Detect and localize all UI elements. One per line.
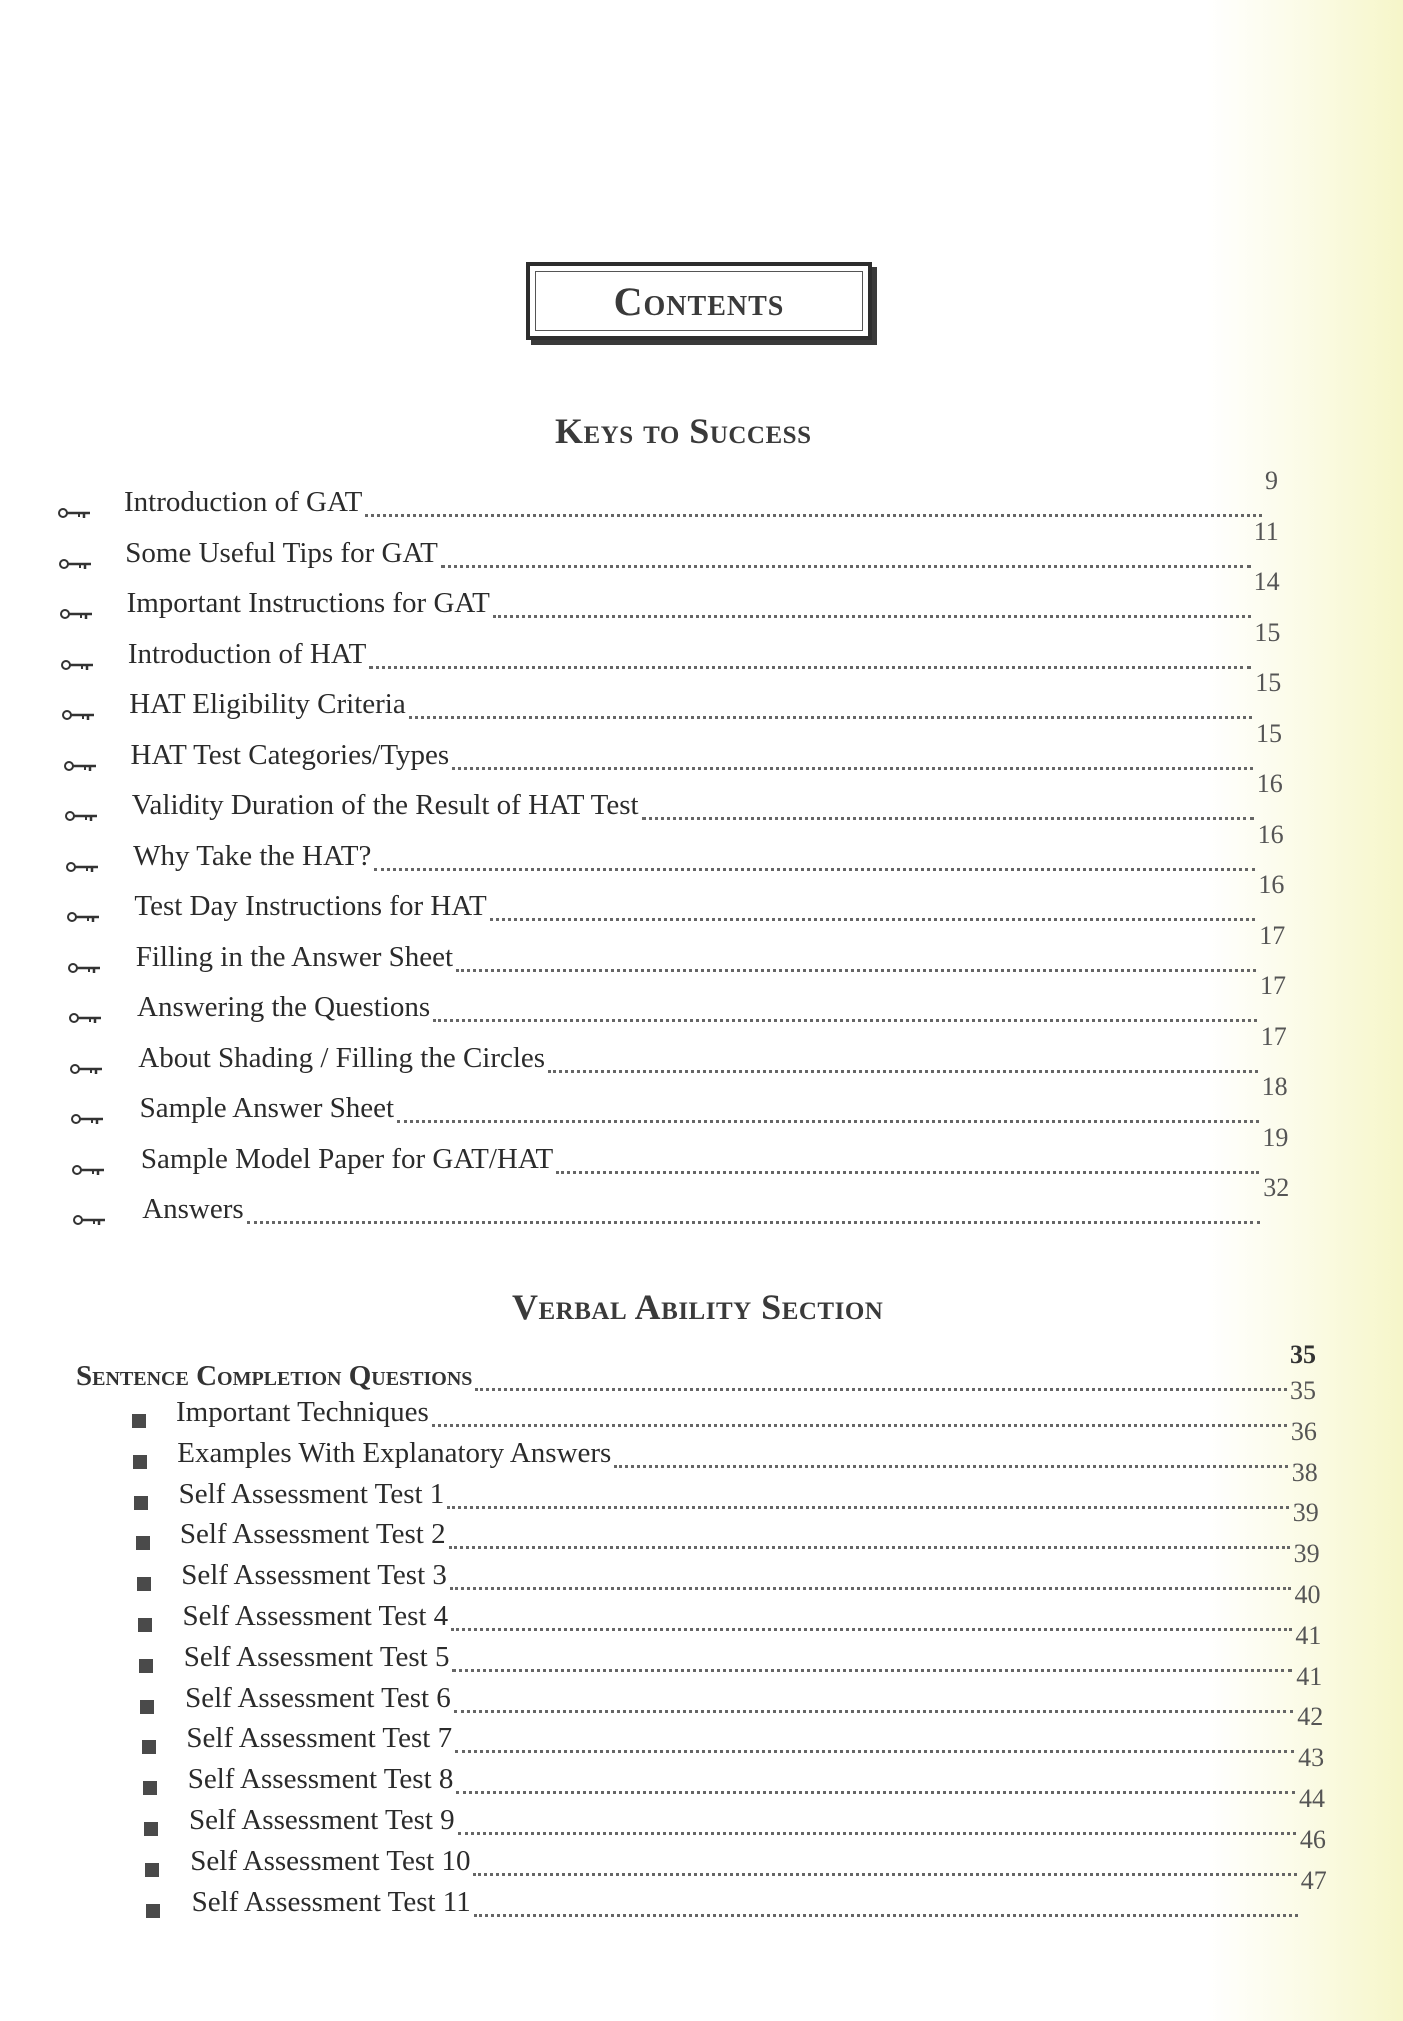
entry-page-number: 19 — [1262, 1122, 1289, 1152]
entry-page-number: 40 — [1294, 1580, 1321, 1609]
dot-leader — [432, 1423, 1287, 1427]
key-bullet-icon — [62, 708, 96, 722]
dot-leader — [456, 1790, 1295, 1794]
dot-leader — [365, 513, 1262, 517]
dot-leader — [614, 1464, 1288, 1468]
entry-label: Sample Answer Sheet — [139, 1092, 395, 1124]
entry-label: Self Assessment Test 9 — [189, 1804, 455, 1836]
dot-leader — [548, 1069, 1258, 1073]
key-bullet-icon — [59, 557, 93, 571]
key-bullet-icon — [58, 506, 92, 520]
square-bullet-icon — [136, 1536, 150, 1550]
entry-page-number: 35 — [1290, 1340, 1316, 1369]
square-bullet-icon — [146, 1904, 160, 1918]
entry-page-number: 41 — [1296, 1661, 1323, 1691]
dot-leader — [475, 1387, 1287, 1391]
entry-page-number: 43 — [1298, 1743, 1325, 1773]
entry-label: Self Assessment Test 4 — [182, 1600, 449, 1632]
dot-leader — [456, 968, 1256, 972]
key-bullet-icon — [69, 1011, 103, 1025]
dot-leader — [490, 917, 1256, 921]
dot-leader — [452, 1668, 1292, 1672]
entry-label: Sentence Completion Questions — [76, 1360, 473, 1392]
entry-label: About Shading / Filling the Circles — [138, 1041, 546, 1074]
toc-entry[interactable] — [177, 1416, 1317, 1477]
entry-label: Important Techniques — [176, 1396, 429, 1428]
entry-label: Examples With Explanatory Answers — [177, 1436, 612, 1469]
sentence-completion-entry[interactable] — [76, 1340, 1316, 1400]
entry-page-number: 32 — [1263, 1173, 1290, 1202]
entry-label: Self Assessment Test 10 — [190, 1844, 471, 1877]
dot-leader — [447, 1505, 1289, 1509]
toc-entry[interactable] — [176, 1376, 1316, 1436]
toc-entry[interactable] — [139, 1072, 1288, 1132]
entry-page-number: 16 — [1258, 870, 1285, 899]
entry-page-number: 11 — [1253, 516, 1279, 546]
key-bullet-icon — [71, 1112, 105, 1126]
toc-entry[interactable] — [124, 466, 1278, 526]
entry-label: Answering the Questions — [137, 991, 431, 1023]
dot-leader — [433, 1018, 1257, 1022]
square-bullet-icon — [143, 1781, 157, 1795]
keys-to-success-heading: Keys to Success — [555, 411, 812, 451]
entry-page-number: 39 — [1292, 1498, 1319, 1528]
toc-entry[interactable] — [133, 819, 1284, 880]
key-bullet-icon — [68, 961, 102, 975]
toc-entry[interactable] — [125, 516, 1279, 577]
dot-leader — [369, 665, 1251, 669]
toc-entry[interactable] — [185, 1661, 1323, 1722]
entry-page-number: 38 — [1291, 1457, 1318, 1487]
square-bullet-icon — [145, 1863, 159, 1877]
square-bullet-icon — [142, 1740, 156, 1754]
entry-page-number: 39 — [1293, 1539, 1320, 1569]
entry-page-number: 44 — [1299, 1784, 1325, 1813]
key-bullet-icon — [66, 860, 100, 874]
toc-entry[interactable] — [138, 1021, 1287, 1082]
entry-label: Self Assessment Test 7 — [186, 1722, 453, 1755]
entry-label: Test Day Instructions for HAT — [134, 890, 487, 922]
entry-label: Self Assessment Test 5 — [183, 1640, 450, 1673]
entry-label: HAT Eligibility Criteria — [129, 688, 406, 720]
entry-label: Some Useful Tips for GAT — [125, 536, 438, 569]
dot-leader — [441, 564, 1251, 568]
toc-entry[interactable] — [142, 1173, 1290, 1233]
dot-leader — [473, 1872, 1296, 1876]
toc-entry[interactable] — [135, 920, 1286, 981]
dot-leader — [455, 1749, 1294, 1753]
entry-page-number: 47 — [1300, 1865, 1327, 1895]
key-bullet-icon — [60, 607, 94, 621]
toc-entry[interactable] — [130, 718, 1283, 779]
square-bullet-icon — [134, 1496, 148, 1510]
entry-page-number: 35 — [1290, 1376, 1316, 1405]
toc-entry[interactable] — [140, 1122, 1289, 1183]
toc-entry[interactable] — [190, 1824, 1326, 1885]
dot-leader — [454, 1709, 1294, 1713]
entry-page-number: 15 — [1254, 617, 1281, 647]
dot-leader — [474, 1913, 1298, 1917]
toc-entry[interactable] — [127, 617, 1281, 678]
toc-entry[interactable] — [183, 1620, 1322, 1681]
contents-title-box — [526, 262, 872, 340]
dot-leader — [493, 614, 1251, 618]
dot-leader — [397, 1119, 1258, 1123]
square-bullet-icon — [139, 1659, 153, 1673]
key-bullet-icon — [64, 759, 98, 773]
key-bullet-icon — [73, 1213, 107, 1227]
toc-entry[interactable] — [179, 1498, 1319, 1558]
dot-leader — [449, 1545, 1290, 1549]
entry-label: Why Take the HAT? — [133, 839, 372, 872]
dot-leader — [642, 816, 1254, 820]
toc-entry[interactable] — [186, 1702, 1324, 1762]
toc-entry[interactable] — [189, 1784, 1325, 1844]
entry-page-number: 17 — [1260, 1021, 1287, 1051]
entry-label: Sample Model Paper for GAT/HAT — [140, 1142, 554, 1175]
dot-leader — [247, 1220, 1261, 1224]
toc-entry[interactable] — [182, 1580, 1321, 1640]
square-bullet-icon — [138, 1618, 152, 1632]
toc-entry[interactable] — [131, 769, 1283, 829]
entry-page-number: 36 — [1290, 1416, 1317, 1446]
entry-page-number: 41 — [1295, 1620, 1322, 1650]
verbal-ability-heading: Verbal Ability Section — [512, 1287, 884, 1327]
entry-label: Self Assessment Test 2 — [179, 1518, 446, 1551]
entry-label: Introduction of HAT — [127, 637, 367, 670]
entry-label: Validity Duration of the Result of HAT Test — [131, 789, 639, 821]
key-bullet-icon — [72, 1163, 106, 1177]
entry-label: Filling in the Answer Sheet — [135, 940, 454, 973]
entry-label: Self Assessment Test 3 — [181, 1559, 447, 1592]
toc-entry[interactable] — [129, 668, 1282, 728]
dot-leader — [458, 1831, 1296, 1835]
toc-entry[interactable] — [191, 1865, 1327, 1926]
dot-leader — [451, 1627, 1291, 1631]
entry-label: Self Assessment Test 1 — [178, 1477, 445, 1510]
entry-label: Answers — [142, 1193, 244, 1225]
dot-leader — [374, 867, 1254, 871]
square-bullet-icon — [132, 1414, 146, 1428]
square-bullet-icon — [144, 1822, 158, 1836]
contents-title: Contents — [613, 278, 785, 324]
entry-page-number: 17 — [1259, 920, 1286, 950]
entry-page-number: 46 — [1299, 1824, 1326, 1854]
entry-label: Important Instructions for GAT — [126, 587, 490, 619]
entry-page-number: 9 — [1265, 466, 1278, 495]
entry-label: HAT Test Categories/Types — [130, 738, 450, 771]
dot-leader — [452, 766, 1253, 770]
entry-page-number: 15 — [1256, 718, 1282, 748]
dot-leader — [409, 715, 1252, 719]
toc-entry[interactable] — [126, 567, 1280, 627]
toc-entry[interactable] — [137, 971, 1286, 1031]
toc-entry[interactable] — [134, 870, 1285, 930]
entry-page-number: 42 — [1297, 1702, 1324, 1732]
toc-entry[interactable] — [178, 1457, 1318, 1518]
entry-page-number: 16 — [1257, 819, 1284, 849]
toc-entry[interactable] — [187, 1743, 1325, 1803]
entry-page-number: 16 — [1256, 769, 1283, 798]
toc-entry[interactable] — [181, 1539, 1320, 1599]
entry-page-number: 18 — [1261, 1072, 1288, 1101]
entry-page-number: 15 — [1255, 668, 1282, 697]
key-bullet-icon — [61, 658, 95, 672]
entry-page-number: 14 — [1253, 567, 1280, 596]
key-bullet-icon — [65, 809, 99, 823]
dot-leader — [450, 1586, 1291, 1590]
key-bullet-icon — [70, 1062, 104, 1076]
square-bullet-icon — [133, 1455, 147, 1469]
key-bullet-icon — [67, 910, 101, 924]
entry-page-number: 17 — [1260, 971, 1286, 1000]
dot-leader — [556, 1170, 1259, 1174]
entry-label: Self Assessment Test 8 — [187, 1763, 454, 1796]
square-bullet-icon — [137, 1577, 151, 1591]
square-bullet-icon — [140, 1700, 154, 1714]
entry-label: Self Assessment Test 6 — [185, 1681, 451, 1714]
entry-label: Introduction of GAT — [124, 486, 363, 518]
entry-label: Self Assessment Test 11 — [191, 1885, 471, 1918]
